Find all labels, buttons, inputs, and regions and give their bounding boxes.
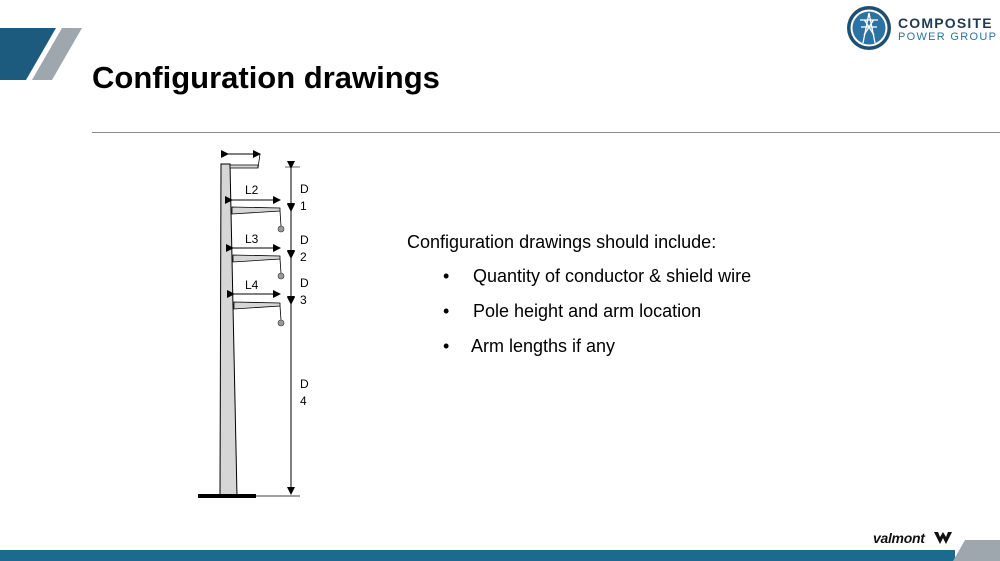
label-l2: L2 xyxy=(245,183,259,197)
slide-title: Configuration drawings xyxy=(92,60,440,95)
transmission-tower-icon xyxy=(846,5,892,51)
label-d1-letter: D xyxy=(300,182,309,196)
pole-configuration-drawing xyxy=(190,140,330,510)
bullet-text: Arm lengths if any xyxy=(471,336,616,356)
label-d3-letter: D xyxy=(300,276,309,290)
label-d4-number: 4 xyxy=(300,394,307,408)
label-l3: L3 xyxy=(245,232,259,246)
composite-power-group-logo xyxy=(846,5,1000,51)
insulator-middle xyxy=(278,273,284,279)
crossarm-upper xyxy=(232,207,280,214)
bullet-text: Quantity of conductor & shield wire xyxy=(473,266,752,286)
logo-text-composite: COMPOSITE xyxy=(898,15,993,31)
footer-bar xyxy=(0,550,955,561)
label-l4: L4 xyxy=(245,278,259,292)
insulator-lower xyxy=(278,320,284,326)
crossarm-lower xyxy=(234,302,280,309)
list-item xyxy=(407,266,752,288)
bullet-dot: • xyxy=(443,336,450,356)
insulator-upper xyxy=(278,226,284,232)
footer-stripe-decoration xyxy=(945,540,1000,561)
label-d2-number: 2 xyxy=(300,250,307,264)
label-d3-number: 3 xyxy=(300,293,307,307)
bullet-text: Pole height and arm location xyxy=(473,301,702,321)
intro-text: Configuration drawings should include: xyxy=(407,232,717,252)
header-stripe-decoration xyxy=(0,28,100,80)
pole-base xyxy=(198,494,256,498)
title-divider xyxy=(92,132,1000,133)
bullet-dot: • xyxy=(443,301,450,321)
list-item xyxy=(407,336,716,358)
crossarm-middle xyxy=(233,255,280,262)
label-d1-number: 1 xyxy=(300,199,307,213)
bullet-list xyxy=(407,266,752,358)
label-d2-letter: D xyxy=(300,233,309,247)
list-item xyxy=(407,301,716,323)
logo-text-power-group: POWER GROUP xyxy=(898,31,998,43)
bullet-dot: • xyxy=(443,266,450,286)
content-block xyxy=(407,232,752,358)
valmont-logo-text: valmont xyxy=(873,530,925,546)
shield-arm xyxy=(230,165,258,168)
label-d4-letter: D xyxy=(300,377,309,391)
